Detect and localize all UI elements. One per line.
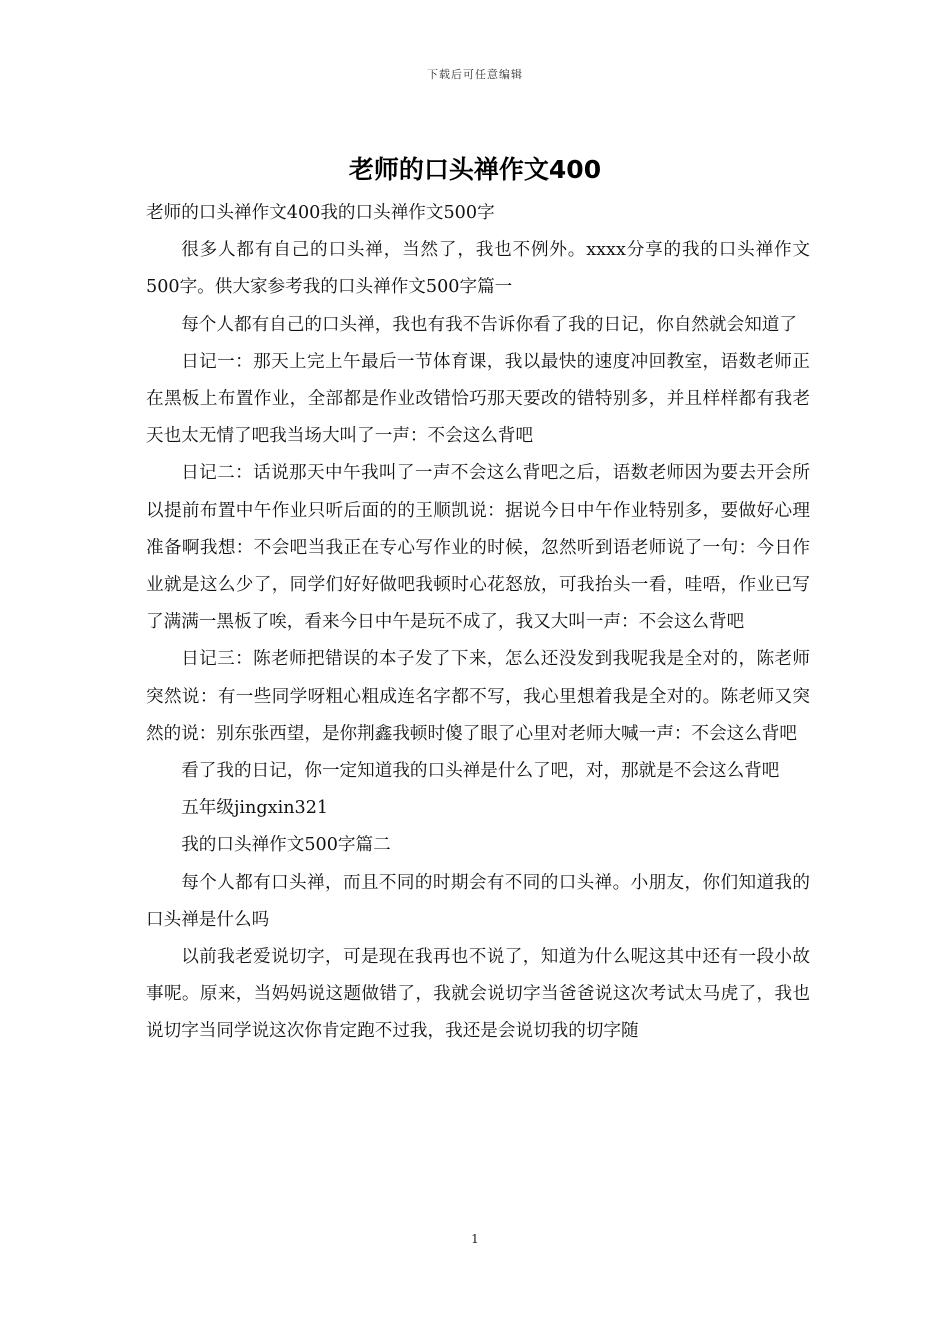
body-paragraph-10: 每个人都有口头禅，而且不同的时期会有不同的口头禅。小朋友，你们知道我的口头禅是什么吗 bbox=[146, 872, 810, 930]
body-paragraph-11: 以前我老爱说切字，可是现在我再也不说了，知道为什么呢这其中还有一段小故事呢。原来，当妈妈说这题做错了，我就会说切字当爸爸说这次考试太马虎了，我也说切字当同学说这次你肯定跑不过我，我还是会说切我的切字随 bbox=[146, 947, 810, 1042]
document-title: 老师的口头禅作文400 bbox=[348, 155, 602, 184]
body-paragraph-3: 每个人都有自己的口头禅，我也有我不告诉你看了我的日记，你自然就会知道了 bbox=[181, 314, 797, 335]
page-number: 1 bbox=[471, 1232, 479, 1246]
body-paragraph-6: 日记三：陈老师把错误的本子发了下来，怎么还没发到我呢我是全对的，陈老师突然说：有一些同学呀粗心粗成连名字都不写，我心里想着我是全对的。陈老师又突然的说：别东张西望，是你荆鑫我顿时傻了眼了心里对老师大喊一声：不会这么背吧 bbox=[146, 649, 810, 744]
document-body bbox=[146, 195, 810, 1051]
body-paragraph-5: 日记二：话说那天中午我叫了一声不会这么背吧之后，语数老师因为要去开会所以提前布置中午作业只听后面的的王顺凯说：据说今日中午作业特别多，要做好心理准备啊我想：不会吧当我正在专心写作业的时候，忽然听到语老师说了一句：今日作业就是这么少了，同学们好好做吧我顿时心花怒放，可我抬头一看，哇唔，作业已写了满满一黑板了唉，看来今日中午是玩不成了，我又大叫一声：不会这么背吧 bbox=[146, 463, 810, 633]
body-paragraph-2: 很多人都有自己的口头禅，当然了，我也不例外。xxxx分享的我的口头禅作文500字。供大家参考我的口头禅作文500字篇一 bbox=[146, 240, 810, 298]
body-paragraph-8: 五年级jingxin321 bbox=[181, 798, 329, 819]
body-paragraph-4: 日记一：那天上完上午最后一节体育课，我以最快的速度冲回教室，语数老师正在黑板上布置作业，全部都是作业改错恰巧那天要改的错特别多，并且样样都有我老天也太无情了吧我当场大叫了一声：不会这么背吧 bbox=[146, 351, 810, 447]
body-paragraph-9: 我的口头禅作文500字篇二 bbox=[181, 835, 391, 856]
body-paragraph-1: 老师的口头禅作文400我的口头禅作文500字 bbox=[146, 203, 495, 223]
body-paragraph-7: 看了我的日记，你一定知道我的口头禅是什么了吧，对，那就是不会这么背吧 bbox=[181, 761, 780, 782]
page-header-note: 下载后可任意编辑 bbox=[427, 68, 523, 81]
